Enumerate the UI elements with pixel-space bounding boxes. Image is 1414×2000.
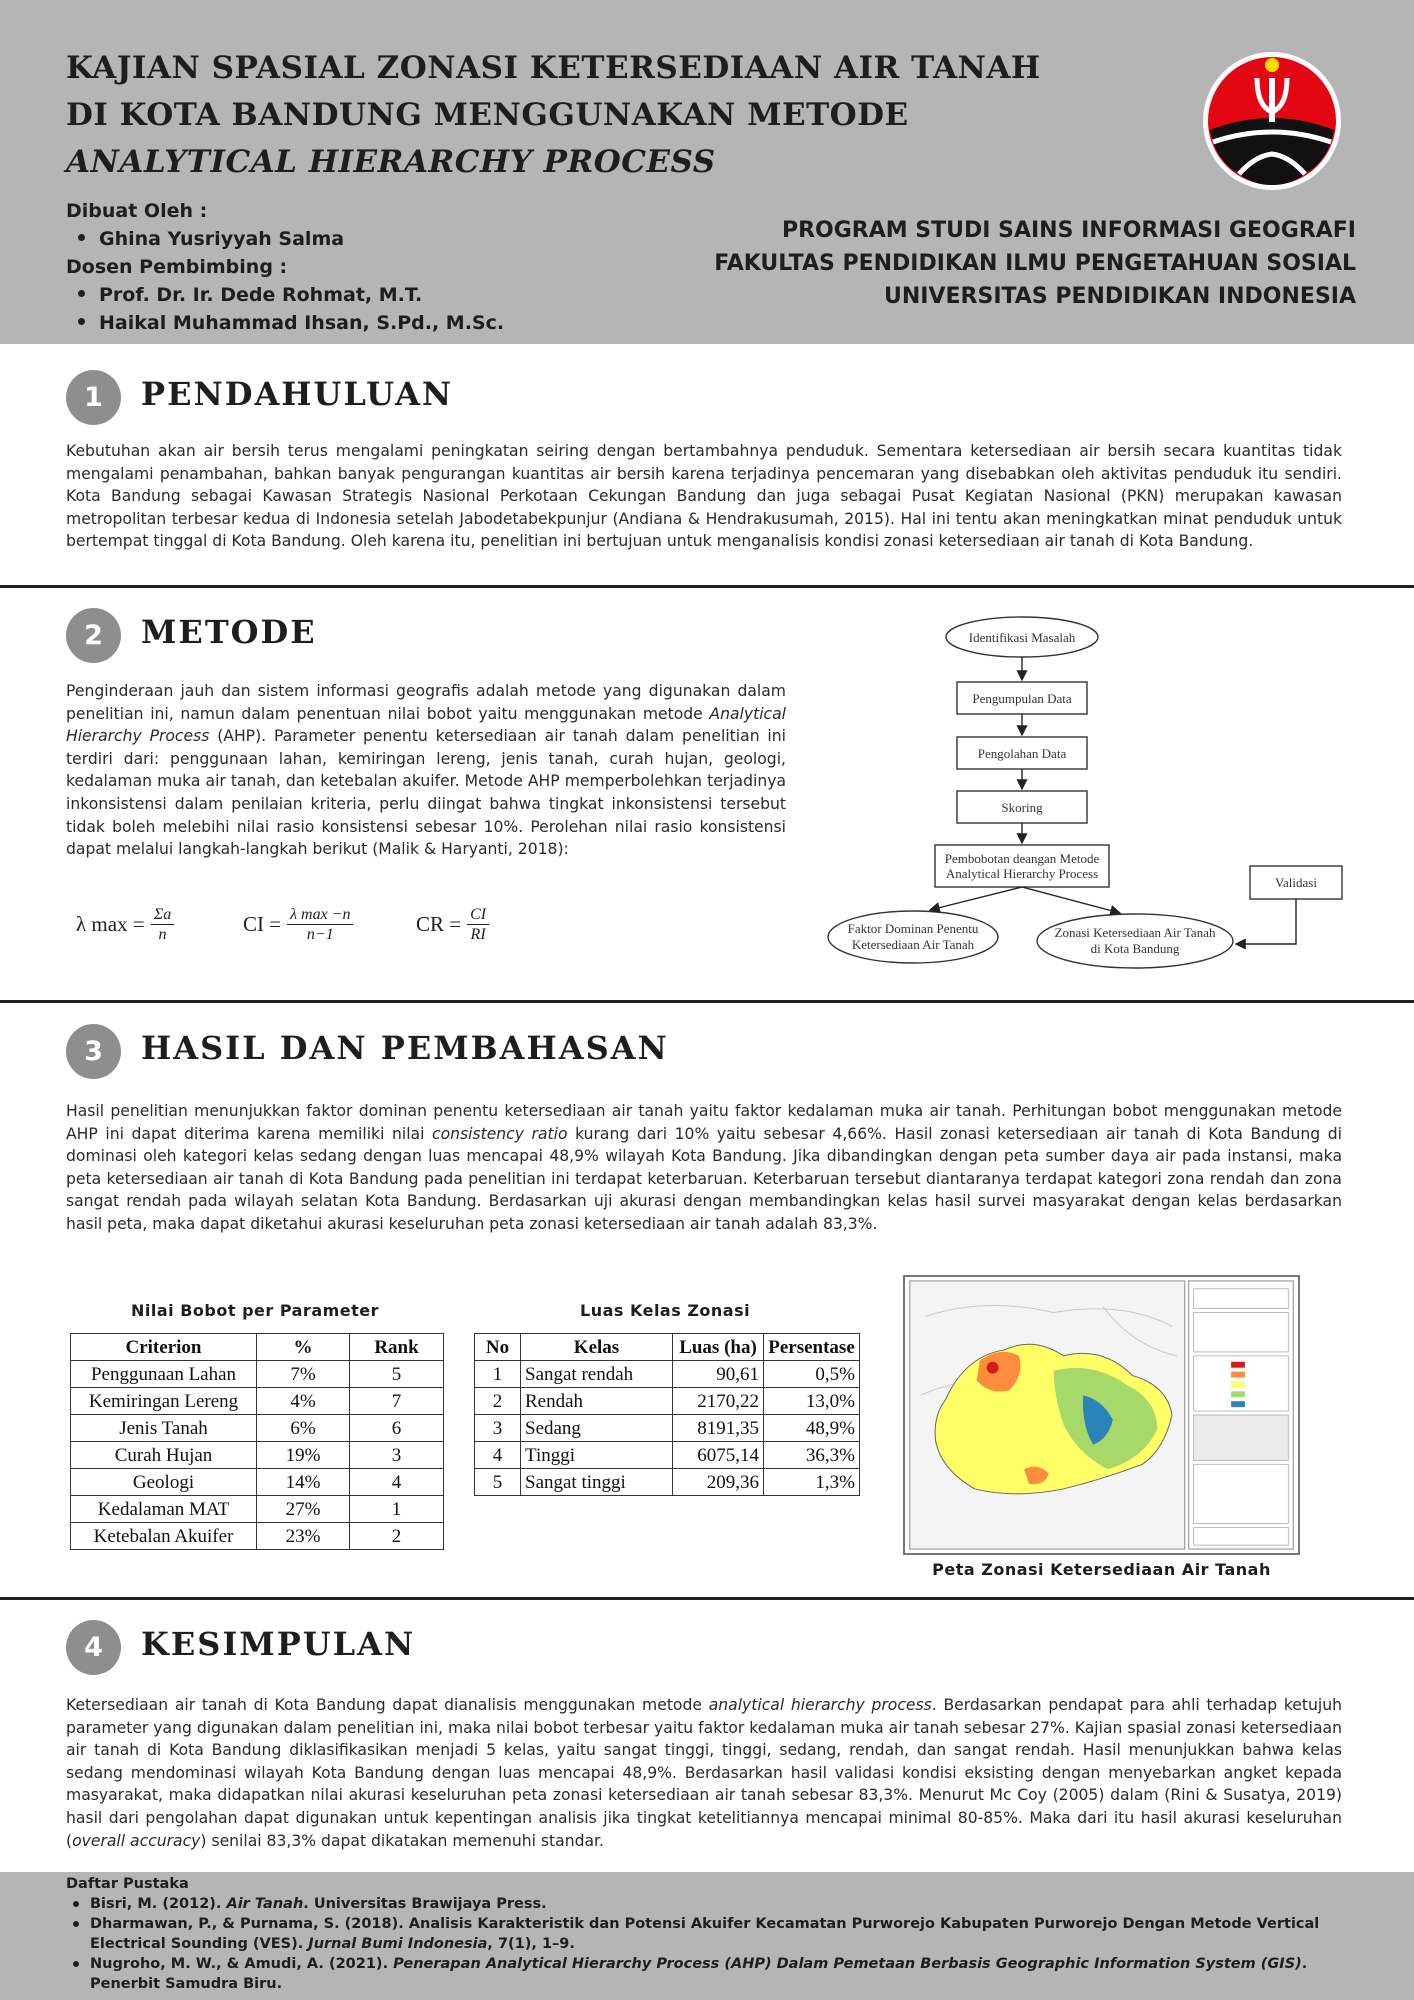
method-flowchart bbox=[820, 610, 1350, 990]
table-cell: Penggunaan Lahan bbox=[71, 1361, 257, 1388]
flow-identifikasi-label: Identifikasi Masalah bbox=[968, 630, 1076, 645]
table-row bbox=[475, 1469, 860, 1496]
section-3-title: HASIL DAN PEMBAHASAN bbox=[141, 1029, 669, 1067]
references-title: Daftar Pustaka bbox=[66, 1876, 189, 1892]
table-cell: 7 bbox=[350, 1388, 444, 1415]
section-2-title: METODE bbox=[141, 613, 317, 651]
table-cell: 13,0% bbox=[764, 1388, 860, 1415]
map-caption: Peta Zonasi Ketersediaan Air Tanah bbox=[932, 1560, 1271, 1579]
author-name: Ghina Yusriyyah Salma bbox=[78, 228, 344, 250]
table-row bbox=[475, 1442, 860, 1469]
table-cell: Kemiringan Lereng bbox=[71, 1388, 257, 1415]
made-by-label: Dibuat Oleh : bbox=[66, 200, 208, 222]
table-cell: Tinggi bbox=[521, 1442, 673, 1469]
section-3-text: Hasil penelitian menunjukkan faktor dominan penentu ketersediaan air tanah yaitu faktor kedalaman muka air tanah. Perhitungan bobot menggunakan metode AHP ini dapat diterima karena memiliki nilai consistency ratio kurang dari 10% yaitu sebesar 4,66%. Hasil zonasi ketersediaan air tanah di Kota Bandung di dominasi oleh kategori kelas sedang dengan luas mencapai 48,9% wilayah Kota Bandung. Jika dibandingkan dengan peta sumber daya air pada instansi, maka peta ketersediaan air tanah di Kota Bandung pada penelitian ini terdapat keterbaruan. Keterbaruan tersebut diantaranya terdapat kategori zona rendah dan zona sangat rendah pada wilayah selatan Kota Bandung. Berdasarkan uji akurasi dengan membandingkan kelas hasil survei masyarakat dengan kelas berdasarkan hasil peta, maka dapat diketahui akurasi keseluruhan peta zonasi ketersediaan air tanah adalah 83,3%. bbox=[66, 1102, 1342, 1233]
table-row bbox=[475, 1388, 860, 1415]
program-name: PROGRAM STUDI SAINS INFORMASI GEOGRAFI bbox=[781, 218, 1356, 243]
flow-pengolahan-label: Pengolahan Data bbox=[977, 746, 1067, 761]
table-cell: Rendah bbox=[521, 1388, 673, 1415]
flow-skoring-label: Skoring bbox=[1001, 800, 1043, 815]
table-header-cell: % bbox=[257, 1334, 350, 1361]
table-header-row bbox=[475, 1334, 860, 1361]
table-cell: 5 bbox=[350, 1361, 444, 1388]
section-divider bbox=[0, 1000, 1414, 1003]
reference-item: Dharmawan, P., & Purnama, S. (2018). Analisis Karakteristik dan Potensi Akuifer Kecamatan Purworejo Kabupaten Purworejo Dengan Metode Vertical Electrical Sounding (VES). Jurnal Bumi Indonesia, 7(1), 1–9. bbox=[90, 1914, 1344, 1954]
table-cell: 1 bbox=[475, 1361, 521, 1388]
zone-area-table bbox=[474, 1333, 860, 1496]
table-cell: 0,5% bbox=[764, 1361, 860, 1388]
table-row bbox=[475, 1361, 860, 1388]
table-header-cell: Kelas bbox=[521, 1334, 673, 1361]
flow-zonasi-label-1: Zonasi Ketersediaan Air Tanah bbox=[1054, 925, 1216, 940]
poster-title-line2: DI KOTA BANDUNG MENGGUNAKAN METODE bbox=[66, 97, 909, 133]
equation-cr: CR = $\frac{CI}{RI}$ bbox=[416, 905, 489, 944]
table-header-row bbox=[71, 1334, 444, 1361]
supervisor-name-1: Prof. Dr. Ir. Dede Rohmat, M.T. bbox=[78, 284, 422, 306]
section-3-number: 3 bbox=[66, 1024, 121, 1079]
reference-item: Bisri, M. (2012). Air Tanah. Universitas Brawijaya Press. bbox=[90, 1894, 1344, 1914]
table-row bbox=[71, 1469, 444, 1496]
table-cell: 4 bbox=[350, 1469, 444, 1496]
table-1-caption: Nilai Bobot per Parameter bbox=[131, 1301, 380, 1320]
table-cell: 6 bbox=[350, 1415, 444, 1442]
table-cell: 5 bbox=[475, 1469, 521, 1496]
table-cell: Kedalaman MAT bbox=[71, 1496, 257, 1523]
table-cell: 14% bbox=[257, 1469, 350, 1496]
poster-title-line3: ANALYTICAL HIERARCHY PROCESS bbox=[66, 144, 716, 180]
section-4-title: KESIMPULAN bbox=[141, 1625, 416, 1663]
poster-title-line1: KAJIAN SPASIAL ZONASI KETERSEDIAAN AIR TANAH bbox=[66, 50, 1041, 86]
table-cell: 2 bbox=[350, 1523, 444, 1550]
section-1-text: Kebutuhan akan air bersih terus mengalami peningkatan seiring dengan bertambahnya penduduk. Sementara ketersediaan air bersih secara kuantitas tidak mengalami penambahan, bahkan banyak pengurangan kuantitas air bersih karena terjadinya pencemaran yang disebabkan oleh aktivitas penduduk itu sendiri. Kota Bandung sebagai Kawasan Strategis Nasional Perkotaan Cekungan Bandung dan juga sebagai Pusat Kegiatan Nasional (PKN) merupakan kawasan metropolitan terbesar kedua di Indonesia setelah Jabodetabekpunjur (Andiana & Hendrakusumah, 2015). Hal ini tentu akan meningkatkan minat penduduk untuk bertempat tinggal di Kota Bandung. Oleh karena itu, penelitian ini bertujuan untuk menganalisis kondisi zonasi ketersediaan air tanah di Kota Bandung. bbox=[66, 442, 1342, 551]
table-row bbox=[71, 1496, 444, 1523]
table-row bbox=[71, 1361, 444, 1388]
table-cell: 27% bbox=[257, 1496, 350, 1523]
table-cell: 4 bbox=[475, 1442, 521, 1469]
table-cell: Curah Hujan bbox=[71, 1442, 257, 1469]
table-header-cell: Criterion bbox=[71, 1334, 257, 1361]
weight-table bbox=[70, 1333, 444, 1550]
table-cell: 48,9% bbox=[764, 1415, 860, 1442]
reference-item: Nugroho, M. W., & Amudi, A. (2021). Penerapan Analytical Hierarchy Process (AHP) Dalam Pemetaan Berbasis Geographic Information System (GIS). Penerbit Samudra Biru. bbox=[90, 1954, 1344, 1994]
zonation-map-image bbox=[903, 1275, 1300, 1555]
table-cell: Sedang bbox=[521, 1415, 673, 1442]
table-cell: 6075,14 bbox=[673, 1442, 764, 1469]
table-cell: 6% bbox=[257, 1415, 350, 1442]
table-cell: 4% bbox=[257, 1388, 350, 1415]
university-name: UNIVERSITAS PENDIDIKAN INDONESIA bbox=[884, 284, 1356, 309]
table-row bbox=[71, 1442, 444, 1469]
section-4-number: 4 bbox=[66, 1620, 121, 1675]
section-divider bbox=[0, 1597, 1414, 1600]
section-divider bbox=[0, 585, 1414, 588]
table-header-cell: No bbox=[475, 1334, 521, 1361]
section-1-number: 1 bbox=[66, 370, 121, 425]
section-4-text: Ketersediaan air tanah di Kota Bandung dapat dianalisis menggunakan metode analytical hierarchy process. Berdasarkan pendapat para ahli terhadap ketujuh parameter yang digunakan dalam penelitian ini, maka nilai bobot terbesar yaitu faktor kedalaman muka air tanah sebesar 27%. Kajian spasial zonasi ketersediaan air tanah di Kota Bandung diklasifikasikan menjadi 5 kelas, yaitu sangat tinggi, tinggi, sedang, rendah, dan sangat rendah. Hasil menunjukkan bahwa kelas sedang mendominasi wilayah Kota Bandung dengan luas mencapai 48,9%. Berdasarkan hasil validasi kondisi eksisting dengan menyebarkan angket kepada masyarakat, maka didapatkan nilai akurasi keseluruhan peta zonasi ketersediaan air tanah sebesar 83,3%. Menurut Mc Coy (2005) dalam (Rini & Susatya, 2019) hasil dari pengolahan dapat digunakan untuk kepentingan analisis jika tingkat ketelitiannya mencapai minimal 80-85%. Maka dari itu hasil akurasi keseluruhan (overall accuracy) senilai 83,3% dapat dikatakan memenuhi standar. bbox=[66, 1696, 1342, 1850]
flow-faktor-label-2: Ketersediaan Air Tanah bbox=[851, 937, 975, 952]
table-cell: 3 bbox=[475, 1415, 521, 1442]
table-cell: 2 bbox=[475, 1388, 521, 1415]
table-row bbox=[71, 1415, 444, 1442]
upi-logo-icon bbox=[1201, 50, 1343, 192]
flow-faktor-label-1: Faktor Dominan Penentu bbox=[847, 921, 979, 936]
table-cell: 1,3% bbox=[764, 1469, 860, 1496]
table-cell: Sangat rendah bbox=[521, 1361, 673, 1388]
table-header-cell: Persentase bbox=[764, 1334, 860, 1361]
table-cell: 8191,35 bbox=[673, 1415, 764, 1442]
table-header-cell: Luas (ha) bbox=[673, 1334, 764, 1361]
flow-zonasi-label-2: di Kota Bandung bbox=[1090, 941, 1180, 956]
table-cell: 19% bbox=[257, 1442, 350, 1469]
table-cell: 209,36 bbox=[673, 1469, 764, 1496]
table-cell: Jenis Tanah bbox=[71, 1415, 257, 1442]
table-header-cell: Rank bbox=[350, 1334, 444, 1361]
table-cell: 23% bbox=[257, 1523, 350, 1550]
table-cell: 7% bbox=[257, 1361, 350, 1388]
table-cell: Ketebalan Akuifer bbox=[71, 1523, 257, 1550]
table-cell: 3 bbox=[350, 1442, 444, 1469]
supervisor-label: Dosen Pembimbing : bbox=[66, 256, 288, 278]
section-2-number: 2 bbox=[66, 608, 121, 663]
faculty-name: FAKULTAS PENDIDIKAN ILMU PENGETAHUAN SOSIAL bbox=[714, 251, 1356, 276]
table-cell: 1 bbox=[350, 1496, 444, 1523]
flow-pembobotan-label-1: Pembobotan deangan Metode bbox=[944, 851, 1100, 866]
table-cell: Geologi bbox=[71, 1469, 257, 1496]
flow-validasi-label: Validasi bbox=[1275, 875, 1317, 890]
table-cell: 90,61 bbox=[673, 1361, 764, 1388]
section-2-text: Penginderaan jauh dan sistem informasi geografis adalah metode yang digunakan dalam penelitian ini, namun dalam penentuan nilai bobot yaitu menggunakan metode Analytical Hierarchy Process (AHP). Parameter penentu ketersediaan air tanah dalam penelitian ini terdiri dari: penggunaan lahan, kemiringan lereng, jenis tanah, curah hujan, geologi, kedalaman muka air tanah, dan ketebalan akuifer. Metode AHP memperbolehkan terjadinya inkonsistensi dalam penilaian kriteria, perlu diingat bahwa tingkat inkonsistensi tersebut tidak boleh melebihi nilai rasio konsistensi sebesar 10%. Perolehan nilai rasio konsistensi dapat melalui langkah-langkah berikut (Malik & Haryanti, 2018): bbox=[66, 682, 786, 859]
flow-pengumpulan-label: Pengumpulan Data bbox=[972, 691, 1072, 706]
supervisor-name-2: Haikal Muhammad Ihsan, S.Pd., M.Sc. bbox=[78, 312, 504, 334]
table-row bbox=[71, 1523, 444, 1550]
section-1-title: PENDAHULUAN bbox=[141, 375, 454, 413]
equation-ci: CI = $\frac{\text{λ max −n}}{n-1}$ bbox=[243, 905, 353, 944]
table-cell: Sangat tinggi bbox=[521, 1469, 673, 1496]
table-cell: 2170,22 bbox=[673, 1388, 764, 1415]
table-row bbox=[475, 1415, 860, 1442]
table-row bbox=[71, 1388, 444, 1415]
table-cell: 36,3% bbox=[764, 1442, 860, 1469]
equation-lambda-max: λ max = $\frac{\Sigma a}{n}$ bbox=[76, 905, 174, 944]
flow-pembobotan-label-2: Analytical Hierarchy Process bbox=[945, 866, 1099, 881]
table-2-caption: Luas Kelas Zonasi bbox=[580, 1301, 751, 1320]
